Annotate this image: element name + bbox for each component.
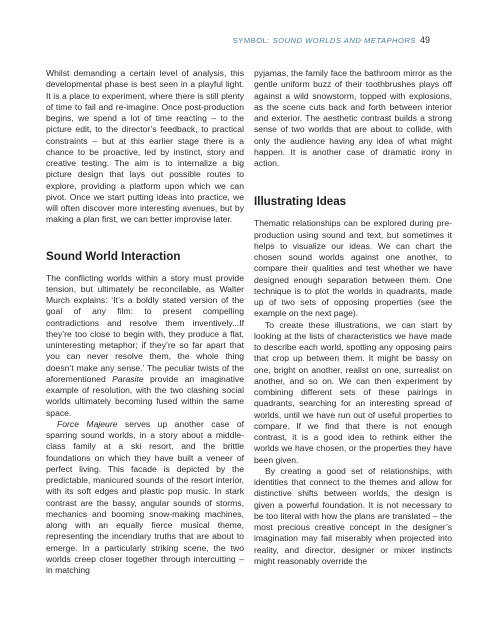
section-heading: Illustrating Ideas: [254, 195, 347, 209]
header-prefix: SYMBOL:: [232, 36, 273, 45]
paragraph: [46, 273, 244, 419]
running-header: [233, 35, 430, 45]
left-column: [46, 68, 244, 576]
paragraph: [46, 419, 244, 577]
header-section-title: SOUND WORLDS AND METAPHORS: [272, 36, 416, 45]
film-title: Force Majeure: [57, 418, 118, 429]
paragraph: Thematic relationships can be explored during pre-production using sound and text, but sometimes it helps to visualize our ideas. We can chart the chosen sound worlds against one another, to compare their qualities and test whether we have designed enough separation between them. One technique is to plot the worlds in quadrants, made up of two sets of opposing properties (see the example on the next page).: [254, 218, 452, 319]
right-column: [254, 68, 452, 567]
film-title: Parasite: [112, 373, 144, 384]
paragraph: To create these illustrations, we can start by looking at the lists of characteristics we have made to describe each world, spotting any opposing pairs that crop up between them. It might be bassy on one, bright on another, realist on one, surrealist on another, and so on. We can then experiment by combining different sets of these pairings in quadrants, searching for an interesting spread of worlds, until we have run out of useful properties to compare. If we find that there is not enough contrast, it is a good idea to rethink either the worlds we have chosen, or the properties they have been given.: [254, 319, 452, 465]
paragraph: pyjamas, the family face the bathroom mirror as the gentle uniform buzz of their toothbrushes plays off against a wild snowstorm, topped with explosions, as the scene cuts back and forth between interior and exterior. The aesthetic contrast builds a strong sense of two worlds that are about to collide, with only the audience having any idea of what might happen. It is another case of dramatic irony in action.: [254, 68, 452, 168]
paragraph: Whilst demanding a certain level of analysis, this developmental phase is best seen in a playful light. It is a place to experiment, where there is still plenty of time to fail and re-imagine. Once post-production begins, we spend a lot of time reacting – to the picture edit, to the director’s feedback, to practical constraints – but at this earlier stage there is a chance to be proactive, led by instinct, story and creative testing. The aim is to internalize a big picture design that lays out possible routes to explore, providing a platform upon which we can pivot. Once we start putting ideas into practice, we will often discover more interesting avenues, but by making a plan first, we can better improvise later.: [46, 68, 244, 225]
paragraph-text: serves up another case of sparring sound worlds, in a story about a middle-class family at a ski resort, and the brittle foundations on which they have built a veneer of perfect living. This facade is depicted by the predictable, manicured sounds of the resort interior, with its soft edges and plastic pop music. In stark contrast are the bassy, angular sounds of storms, mechanics and booming snow-making machines, along with an equally fierce musical theme, representing the incendiary truths that are about to emerge. In a particularly striking scene, the two worlds creep closer together through intercutting – in matching: [46, 418, 245, 575]
paragraph-text: provide an imaginative example of resolution, with the two clashing social worlds ultimately becoming fused within the same space.: [46, 373, 244, 418]
section-heading: Sound World Interaction: [46, 249, 181, 263]
paragraph-text: The conflicting worlds within a story must provide tension, but ultimately be reconcilable, as Walter Murch explains: ‘It’s a boldly stated version of the goal of any film: to present compelling contradictions and resolve them inventively...If they’re too close to begin with, they produce a flat, uninteresting metaphor; if they’re so far apart that you can never resolve them, the whole thing doesn’t make any sense.’ The peculiar twists of the aforementioned: [46, 272, 244, 384]
page-number: 49: [419, 35, 430, 45]
paragraph: By creating a good set of relationships, with identities that connect to the themes and allow for distinctive shifts between worlds, the design is given a powerful foundation. It is not necessary to be too literal with how the plans are translated – the most precious creative concept in the designer’s imagination may fail miserably when projected into reality, and director, designer or mixer instincts might reasonably override the: [254, 465, 452, 566]
